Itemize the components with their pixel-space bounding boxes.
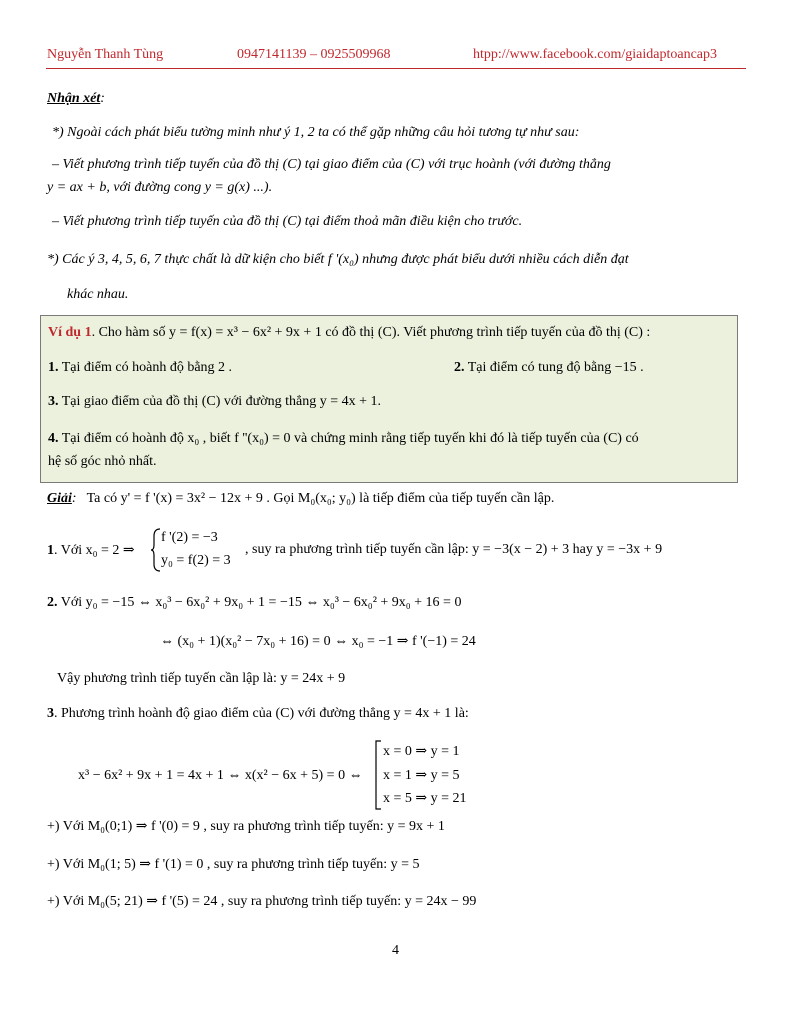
solution-label: Giải: [47, 491, 72, 506]
example-q2-text: Tại điểm có tung độ bằng −15 .: [464, 360, 644, 375]
example-q4-num: 4.: [48, 431, 59, 446]
remark-p3: – Viết phương trình tiếp tuyến của đồ thị (C) tại điểm thoả mãn điều kiện cho trước.: [52, 214, 523, 229]
step3-intro: . Phương trình hoành độ giao điểm của (C) với đường thẳng y = 4x + 1 là:: [54, 706, 469, 721]
step2-text: Với y₀ = −15 ⇔ x₀³ − 6x₀² + 9x₀ + 1 = −15 ⇔ x₀³ − 6x₀² + 9x₀ + 16 = 0: [57, 595, 462, 610]
example-q2-num: 2.: [454, 360, 465, 375]
example-q4: [48, 431, 639, 447]
example-q1-num: 1.: [48, 360, 59, 375]
example-intro-line: [48, 325, 650, 341]
step1-sys-line2: y₀ = f(2) = 3: [161, 553, 231, 568]
step3-case3: x = 5 ⇒ y = 21: [383, 791, 467, 806]
step1-post: , suy ra phương trình tiếp tuyến cần lập: y = −3(x − 2) + 3 hay y = −3x + 9: [245, 542, 663, 557]
step1-num: 1: [47, 543, 54, 558]
example-label: Ví dụ 1: [48, 325, 92, 340]
step2-conclusion: Vậy phương trình tiếp tuyến cần lập là: y = 24x + 9: [57, 671, 346, 686]
remark-p2a: – Viết phương trình tiếp tuyến của đồ thị (C) tại giao điểm của (C) với trục hoành (với đường thẳng: [52, 157, 611, 172]
solution-intro: Ta có y' = f '(x) = 3x² − 12x + 9 . Gọi M₀(x₀; y₀) là tiếp điểm của tiếp tuyến cần lập.: [86, 491, 555, 506]
remark-p4b: khác nhau.: [67, 287, 129, 302]
step3-case1: x = 0 ⇒ y = 1: [383, 744, 460, 759]
example-q3: [48, 394, 381, 410]
example-q1: [48, 360, 232, 376]
step1-line: [47, 542, 135, 559]
step3-intro-line: [47, 706, 469, 722]
step3-num: 3: [47, 706, 54, 721]
remark-colon: :: [100, 91, 105, 106]
example-intro: . Cho hàm số y = f(x) = x³ − 6x² + 9x + 1 có đồ thị (C). Viết phương trình tiếp tuyến của đồ thị (C) :: [91, 325, 651, 340]
example-q3-num: 3.: [48, 394, 59, 409]
header-author: Nguyễn Thanh Tùng: [47, 47, 164, 62]
solution-intro-line: [47, 491, 554, 507]
step2-line2: ⇔ (x₀ + 1)(x₀² − 7x₀ + 16) = 0 ⇔ x₀ = −1 ⇒ f '(−1) = 24: [160, 634, 476, 649]
step3-equation: x³ − 6x² + 9x + 1 = 4x + 1 ⇔ x(x² − 6x + 5) = 0 ⇔: [78, 768, 363, 783]
step3-case2: x = 1 ⇒ y = 5: [383, 768, 460, 783]
step1-pre: . Với x₀ = 2 ⇒: [54, 543, 135, 558]
step3-bracket: [375, 740, 383, 810]
step2-num: 2.: [47, 595, 58, 610]
step3-result3: +) Với M₀(5; 21) ⇒ f '(5) = 24 , suy ra phương trình tiếp tuyến: y = 24x − 99: [47, 894, 477, 909]
header-url: htpp://www.facebook.com/giaidaptoancap3: [473, 47, 718, 62]
example-q4-text: Tại điểm có hoành độ x₀ , biết f ''(x₀) = 0 và chứng minh rằng tiếp tuyến khi đó là tiếp tuyến của (C) có: [58, 431, 639, 446]
example-q1-text: Tại điểm có hoành độ bằng 2 .: [58, 360, 233, 375]
remark-heading: [47, 91, 105, 107]
example-q2: [454, 360, 644, 376]
example-q4-cont: hệ số góc nhỏ nhất.: [48, 454, 157, 469]
step1-sys-line1: f '(2) = −3: [161, 530, 218, 545]
header-phone: 0947141139 – 0925509968: [237, 47, 391, 62]
step2-line1: [47, 595, 461, 611]
solution-colon: :: [71, 491, 77, 506]
remark-p2b: y = ax + b, với đường cong y = g(x) ...).: [47, 180, 273, 195]
remark-title: Nhận xét: [47, 91, 101, 106]
header-rule: [46, 68, 746, 69]
step3-result2: +) Với M₀(1; 5) ⇒ f '(1) = 0 , suy ra phương trình tiếp tuyến: y = 5: [47, 857, 420, 872]
remark-p4a: *) Các ý 3, 4, 5, 6, 7 thực chất là dữ kiện cho biết f '(x₀) nhưng được phát biểu dưới nhiều cách diễn đạt: [47, 252, 629, 267]
example-q3-text: Tại giao điểm của đồ thị (C) với đường thẳng y = 4x + 1.: [58, 394, 382, 409]
remark-p1: *) Ngoài cách phát biểu tường minh như ý 1, 2 ta có thể gặp những câu hỏi tương tự như sau:: [52, 125, 580, 140]
step3-result1: +) Với M₀(0;1) ⇒ f '(0) = 9 , suy ra phương trình tiếp tuyến: y = 9x + 1: [47, 819, 445, 834]
page-number: 4: [392, 943, 399, 958]
